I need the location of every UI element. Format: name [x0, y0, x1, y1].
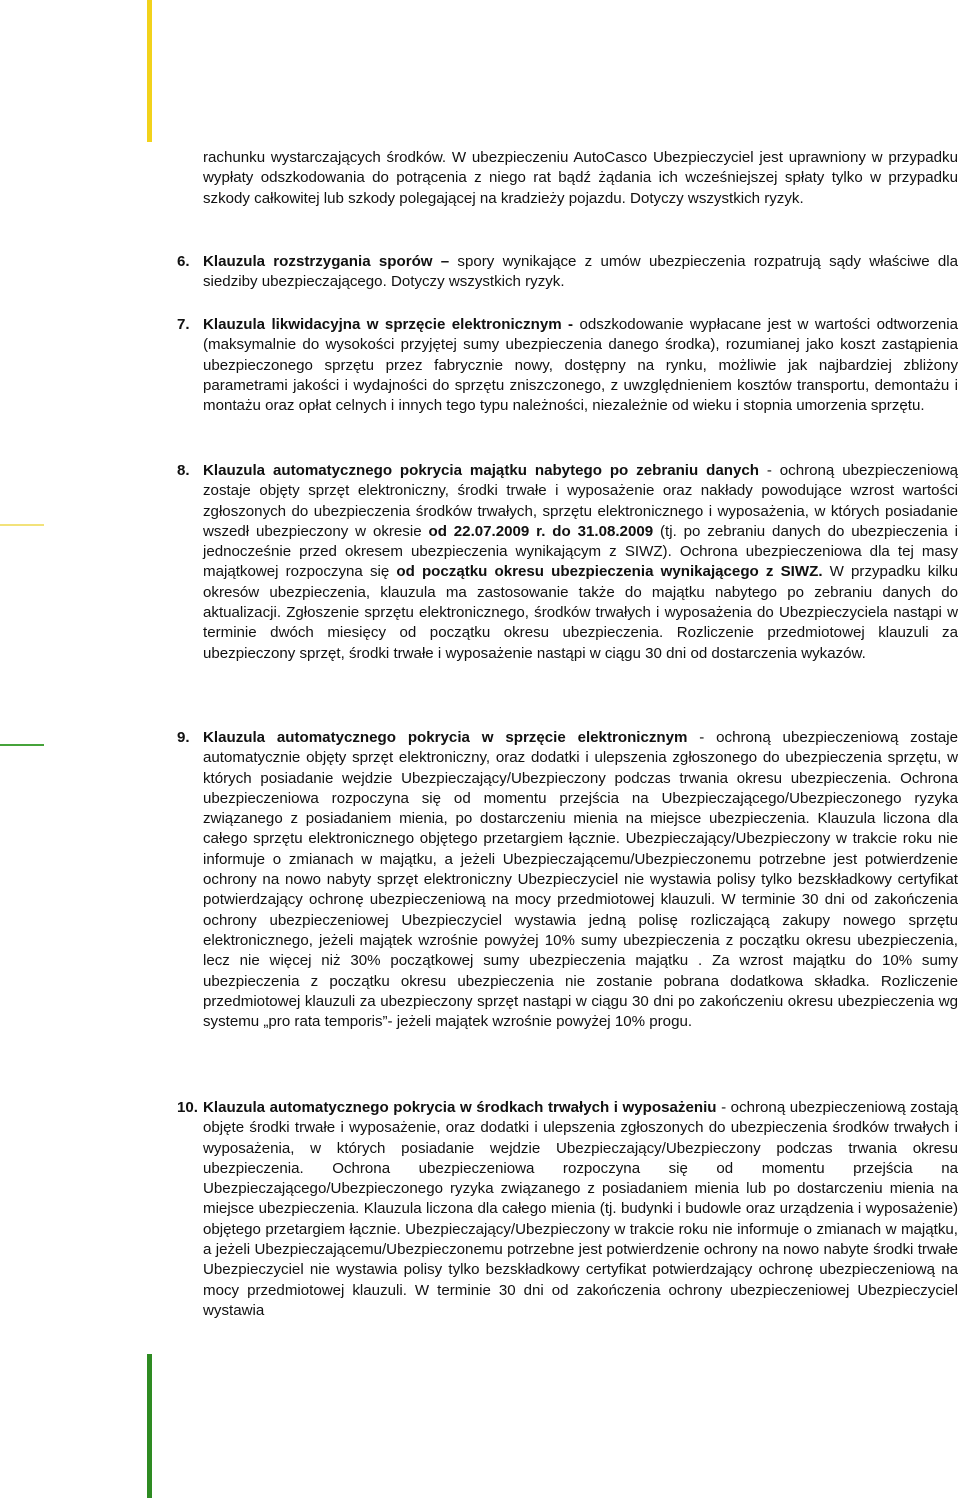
clause-6-number: 6. — [177, 253, 190, 270]
clause-7-title: Klauzula likwidacyjna w sprzęcie elektronicznym - — [203, 316, 574, 333]
clause-10-number: 10. — [177, 1099, 198, 1116]
clause-10-body: - ochroną ubezpieczeniową zostają objęte środki trwałe i wyposażenie, oraz dodatki i ulepszenia zgłoszonych do ubezpieczenia środków trwałych i wyposażenia, w których posiadanie wejdzie Ubezpieczający/Ubezpieczony podczas trwania okresu ubezpieczenia. Ochrona ubezpieczeniowa rozpoczyna się od momentu przejścia na Ubezpieczającego/Ubezpieczonego ryzyka związanego z posiadaniem mienia lub po dostarczeniu mienia na miejsce ubezpieczenia. Klauzula liczona dla całego mienia (tj. budynki i budowle oraz urządzenia i wyposażenie) objętego przetargiem łącznie. Ubezpieczający/Ubezpieczony w trakcie roku nie informuje o zmianach w majątku, a jeżeli Ubezpieczającemu/Ubezpieczonemu potrzebne jest potwierdzenie ochrony na nowo nabyte środki trwałe Ubezpieczyciel nie wystawia polisy tylko bezskładkowy certyfikat potwierdzający ochronę ubezpieczeniową na mocy przedmiotowej klauzuli. W terminie 30 dni od zakończenia ochrony ubezpieczeniowej Ubezpieczyciel wystawia — [203, 1099, 958, 1319]
intro-paragraph — [203, 148, 958, 209]
clause-8-date-range: od 22.07.2009 r. do 31.08.2009 — [428, 522, 654, 540]
clause-8 — [203, 461, 958, 664]
clause-8-start: od początku okresu ubezpieczenia wynikającego z SIWZ. — [396, 563, 823, 581]
clause-9 — [203, 728, 958, 1032]
clause-8-body-b: (tj. po zebraniu danych do ubezpieczenia i jednocześnie przed okresem ubezpieczenia wynikającym z SIWZ). Ochrona ubezpieczeniowa dla tej masy majątkowej rozpoczyna się — [203, 522, 958, 581]
clause-8-number: 8. — [177, 462, 190, 479]
clause-6 — [203, 252, 958, 293]
clause-6-body: spory wynikające z umów ubezpieczenia rozpatrują sądy właściwe dla siedziby ubezpieczającego. Dotyczy wszystkich ryzyk. — [203, 253, 958, 291]
clause-7-number: 7. — [177, 316, 190, 333]
clause-7-body: odszkodowanie wypłacane jest w wartości odtworzenia (maksymalnie do wysokości przyjętej sumy ubezpieczenia danego środka), rozumianej jako koszt zastąpienia ubezpieczonego sprzętu przez fabrycznie nowy, dostępny na rynku, możliwie jak najbardziej zbliżony parametrami jakości i wydajności do sprzętu zniszczonego, z uwzględnieniem kosztów transportu, demontażu i montażu oraz opłat celnych i innych tego typu należności, niezależnie od wieku i stopnia umorzenia sprzętu. — [203, 316, 958, 415]
clause-9-title: Klauzula automatycznego pokrycia w sprzęcie elektronicznym — [203, 729, 688, 746]
clause-8-body-a: - ochroną ubezpieczeniową zostaje objęty sprzęt elektroniczny, środki trwałe i wyposażenie oraz nakłady powodujące wzrost wartości zgłoszonych do ubezpieczenia środków trwałych, sprzętu elektronicznego i wyposażenia, w których posiadanie wszedł ubezpieczony w okresie — [203, 462, 958, 540]
green-margin-bar — [147, 1354, 152, 1498]
clause-8-title: Klauzula automatycznego pokrycia majątku nabytego po zebraniu danych — [203, 462, 759, 479]
yellow-margin-bar — [147, 0, 152, 142]
yellow-margin-tick — [0, 524, 44, 526]
clause-10-title: Klauzula automatycznego pokrycia w środkach trwałych i wyposażeniu — [203, 1099, 717, 1116]
clause-6-title: Klauzula rozstrzygania sporów – — [203, 253, 450, 270]
clause-7 — [203, 315, 958, 416]
clause-9-body: - ochroną ubezpieczeniową zostaje automatycznie objęty sprzęt elektroniczny, oraz dodatki i ulepszenia zgłoszonego do ubezpieczenia sprzętu, w których posiadanie wejdzie Ubezpieczający/Ubezpieczony podczas trwania okresu ubezpieczenia. Ochrona ubezpieczeniowa rozpoczyna się od momentu przejścia na Ubezpieczającego/Ubezpieczonego ryzyka związanego z posiadaniem mienia, po dostarczeniu mienia na miejsce ubezpieczenia. Klauzula liczona dla całego sprzętu elektronicznego objętego przetargiem łącznie. Ubezpieczający/Ubezpieczony w trakcie roku nie informuje o zmianach w majątku, a jeżeli Ubezpieczającemu/Ubezpieczonemu potrzebne jest potwierdzenie ochrony na nowo nabyty sprzęt elektroniczny Ubezpieczyciel nie wystawia polisy tylko bezskładkowy certyfikat potwierdzający ochronę ubezpieczeniową na mocy przedmiotowej klauzuli. W terminie 30 dni od zakończenia ochrony ubezpieczeniowej Ubezpieczyciel wystawia jedną polisę rozliczającą zakupy nowego sprzętu elektronicznego, jeżeli majątek wzrośnie powyżej 10% sumy ubezpieczenia z początku okresu ubezpieczenia, lecz nie więcej niż 30% początkowej sumy ubezpieczenia majątku . Za wzrost majątku do 10% sumy ubezpieczenia z początku okresu ubezpieczenia nie zostanie pobrana dodatkowa składka. Rozliczenie przedmiotowej klauzuli za ubezpieczony sprzęt nastąpi w ciągu 30 dni po zakończeniu okresu ubezpieczenia wg systemu „pro rata temporis”- jeżeli majątek wzrośnie powyżej 10% progu. — [203, 729, 959, 1031]
clause-8-body-c: W przypadku kilku okresów ubezpieczenia, klauzula ma zastosowanie także do majątku nabytego po zebraniu danych do aktualizacji. Zgłoszenie sprzętu elektronicznego, środków trwałych i wyposażenia do Ubezpieczyciela nastąpi w terminie dwóch miesięcy od początku okresu ubezpieczenia. Rozliczenie przedmiotowej klauzuli za ubezpieczony sprzęt, środki trwałe i wyposażenie nastąpi w ciągu 30 dni od dostarczenia wykazów. — [203, 563, 959, 662]
intro-text: rachunku wystarczających środków. W ubezpieczeniu AutoCasco Ubezpieczyciel jest uprawniony w przypadku wypłaty odszkodowania do potrącenia z niego rat bądź żądania ich wcześniejszej spłaty tylko w przypadku szkody całkowitej lub szkody polegającej na kradzieży pojazdu. Dotyczy wszystkich ryzyk. — [203, 149, 958, 207]
clause-9-number: 9. — [177, 729, 190, 746]
green-margin-tick — [0, 744, 44, 746]
clause-10 — [203, 1098, 958, 1321]
